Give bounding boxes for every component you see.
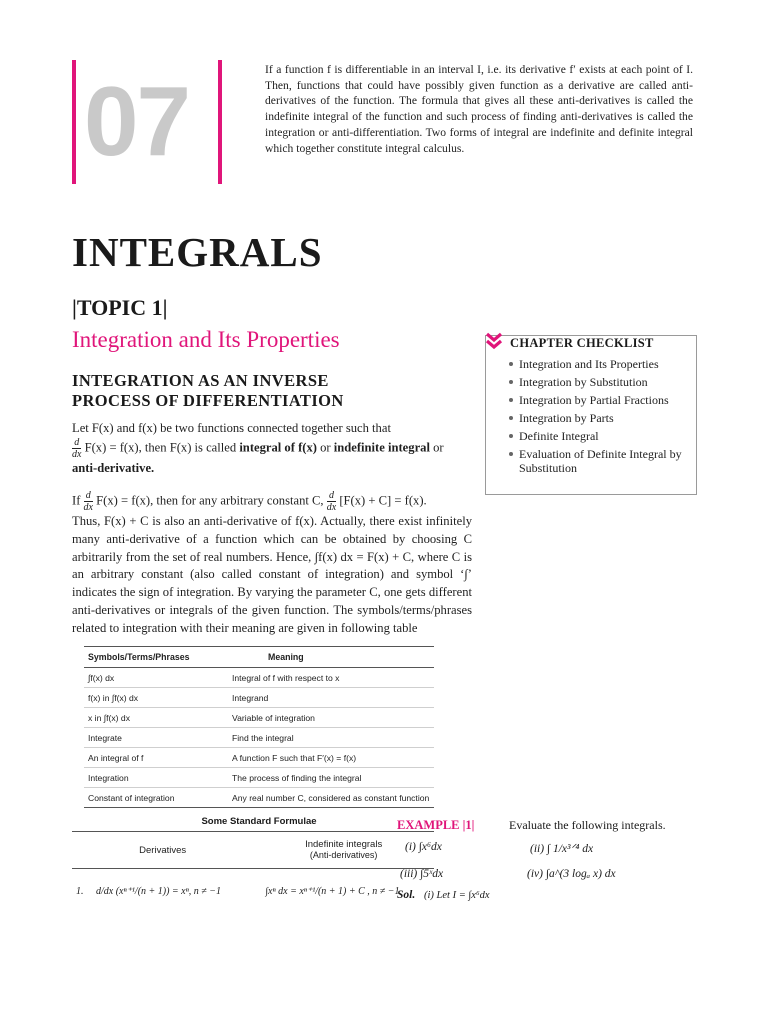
chapter-bar-right [218,60,222,184]
example-item: (iv) ∫a^(3 logₐ x) dx [527,868,616,880]
checklist-title: CHAPTER CHECKLIST [510,336,654,350]
topic-title: Integration and Its Properties [72,327,340,352]
table-cell: Any real number C, considered as constant function [228,788,434,808]
table-row [84,668,434,688]
row-number: 1. [76,885,84,897]
table-cell: An integral of f [84,748,228,768]
paragraph-definition [72,420,472,477]
para2-b: F(x) = f(x), then for any arbitrary constant C, [96,493,324,508]
para2-rest: Thus, F(x) + C is also an anti-derivative of f(x). Actually, there exist infinitely many anti-derivative of a function which can be obtained by choosing C arbitrarily from the set of real numbers. Hence, ∫f(x) dx = F(x) + C, where C is an arbitrary constant (also called constant of integration) and symbol ‘∫’ indicates the sign of integration. By varying the parameter C, one gets different anti-derivatives or integrals of the given function. The symbols/terms/phrases related to integration with their meaning are given in following table [72,514,472,635]
frac-num: d [327,490,336,502]
column-header-derivatives: Derivatives [72,832,253,869]
table-cell: Find the integral [228,728,434,748]
chapter-title: INTEGRALS [72,229,323,275]
para1-a: Let F(x) and f(x) be two functions connected together such that [72,421,391,435]
para1-or: or [320,440,331,455]
formula-table [72,831,434,913]
table-row [84,748,434,768]
checklist-item: Integration by Parts [508,411,694,425]
table-cell: Integration [84,768,228,788]
topic-label: |TOPIC 1| [72,295,168,320]
table-row [84,768,434,788]
solution-label: Sol. [397,889,416,901]
derivative-formula: d/dx (xⁿ⁺¹/(n + 1)) = xⁿ, n ≠ −1 [96,885,221,897]
para1-b: F(x) = f(x), then F(x) is called [84,440,237,455]
chapter-intro: If a function f is differentiable in an interval I, i.e. its derivative f′ exists at each point of I. Then, functions that could have possibly given function as a derivative are called anti-derivatives of the function. The formula that gives all these anti-derivatives is called the indefinite integral of the function and such process of finding anti-derivatives is called the integration or anti-differentiation. Two forms of integral are indefinite and definite integral which together constitute integral calculus. [265,63,693,155]
integral-formula: ∫xⁿ dx = xⁿ⁺¹/(n + 1) + C , n ≠ −1 [265,885,400,897]
table-row [84,728,434,748]
checklist-item: Integration by Partial Fractions [508,393,694,407]
table-cell: Variable of integration [228,708,434,728]
header-line-1: Indefinite integrals [305,839,383,850]
table-cell: ∫f(x) dx [84,668,228,688]
table-row [84,788,434,808]
chapter-number: 07 [84,66,190,176]
para1-c: or [433,440,444,455]
table-cell: f(x) in ∫f(x) dx [84,688,228,708]
table-cell: Constant of integration [84,788,228,808]
derivative-fraction-2 [84,490,93,513]
table-cell: Integrand [228,688,434,708]
example-item: (i) ∫x⁶dx [405,841,442,853]
para1-bold2: indefinite integral [333,440,430,455]
checklist-item: Evaluation of Definite Integral by Substitution [508,447,694,475]
table-row [72,869,434,914]
frac-den: dx [72,449,82,460]
table-cell: The process of finding the integral [228,768,434,788]
example-item: (iii) ∫5ˣdx [400,868,444,880]
table-cell: Integrate [84,728,228,748]
table-cell: A function F such that F′(x) = f(x) [228,748,434,768]
section-heading: INTEGRATION AS AN INVERSE PROCESS OF DIFFERENTIATION [72,371,344,410]
para1-bold1: integral of f(x) [239,440,317,455]
table-cell: Integral of f with respect to x [228,668,434,688]
derivative-fraction-3 [327,490,336,513]
table-row [84,688,434,708]
paragraph-constant [72,490,472,638]
column-header: Symbols/Terms/Phrases [84,647,228,668]
para1-bold3: anti-derivative. [72,461,155,475]
solution-text: (i) Let I = ∫x⁶dx [424,890,490,901]
column-header: Meaning [228,647,434,668]
checklist-item: Definite Integral [508,429,694,443]
table-header-row [72,832,434,869]
terms-table [84,646,434,808]
table-cell: x in ∫f(x) dx [84,708,228,728]
table-header-row [84,647,434,668]
frac-num: d [72,437,81,449]
frac-num: d [84,490,93,502]
frac-den: dx [326,502,337,513]
double-chevron-down-icon [484,331,504,351]
example-item: (ii) ∫ 1/x³ᐟ⁴ dx [530,843,594,855]
example-label: EXAMPLE |1| [397,818,475,832]
checklist-item: Integration and Its Properties [508,357,694,371]
checklist-item: Integration by Substitution [508,375,694,389]
formulae-title: Some Standard Formulae [201,816,317,827]
header-line-2: (Anti-derivatives) [309,850,378,860]
example-text: Evaluate the following integrals. [509,818,666,832]
derivative-fraction [72,437,81,460]
para2-a: If [72,493,81,508]
frac-den: dx [83,502,93,513]
chapter-bar-left [72,60,76,184]
para2-c: [F(x) + C] = f(x). [339,493,427,508]
table-row [84,708,434,728]
checklist-items [508,357,694,479]
